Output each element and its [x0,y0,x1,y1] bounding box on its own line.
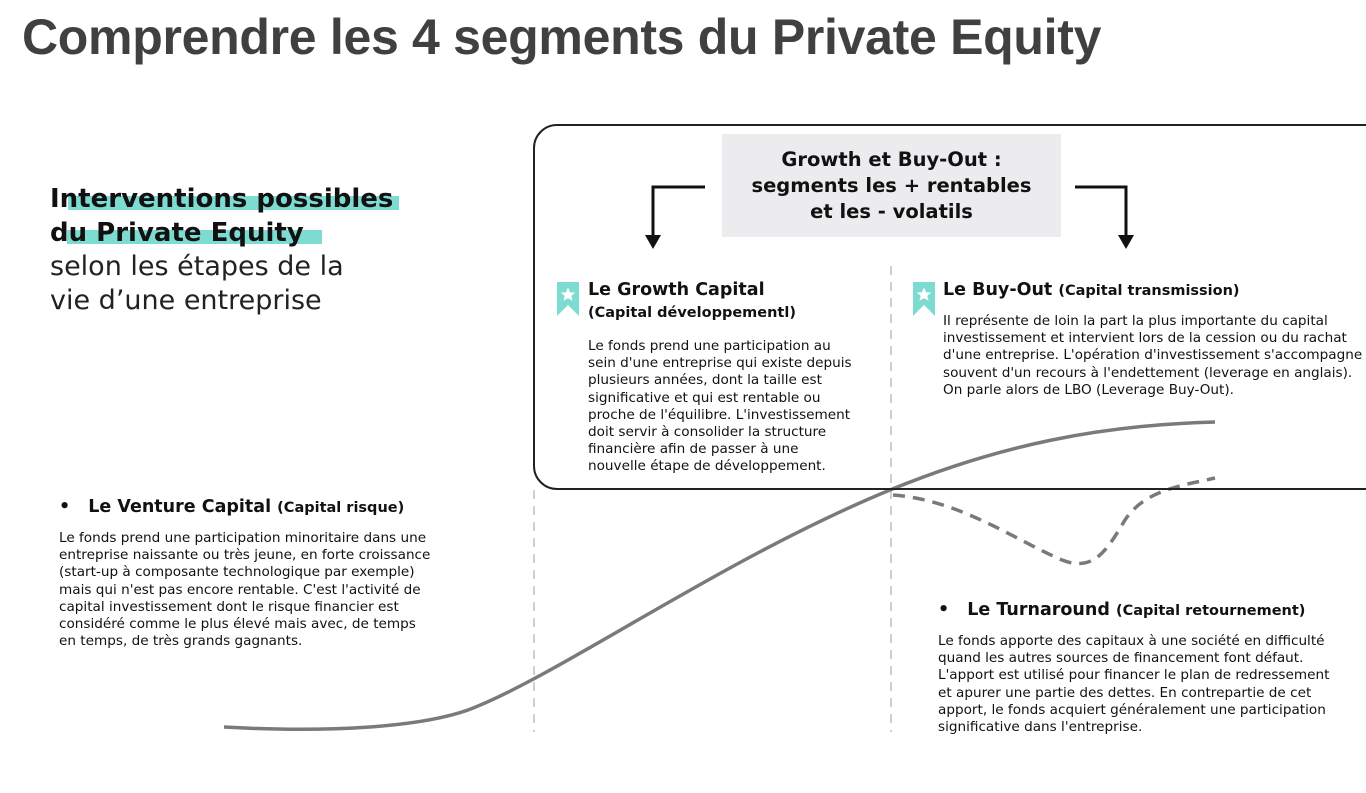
bullet: • [59,497,71,517]
text-line: sein d'une entreprise qui existe depuis [588,355,852,372]
intro-line3: selon les étapes de la [50,251,344,282]
callout-line2: segments les + rentables [751,173,1032,197]
buyout-heading [943,280,1240,300]
text-line: mais qui n'est pas encore rentable. C'est l'activité de [59,581,421,598]
text-line: proche de l'équilibre. L'investissement [588,406,851,423]
growth-title: Le Growth Capital [588,280,765,300]
callout-line1: Growth et Buy-Out : [781,147,1002,171]
venture-description [59,530,449,650]
callout-box [722,134,1061,237]
growth-description [588,338,868,476]
intro-line2: du Private Equity [50,218,304,248]
text-line: capital investissement dont le risque financier est [59,598,399,615]
buyout-subtitle: (Capital transmission) [1058,283,1240,299]
text-line: investissement et intervient lors de la cession ou du rachat [943,330,1347,347]
text-line: significative dans l'entreprise. [938,719,1143,736]
venture-subtitle: (Capital risque) [277,500,405,516]
text-line: Il représente de loin la part la plus importante du capital [943,313,1328,329]
page-title: Comprendre les 4 segments du Private Equity [22,9,1102,65]
text-line: Le fonds prend une participation au [588,338,831,354]
text-line: nouvelle étape de développement. [588,458,826,475]
text-line: (start-up à composante technologique par exemple) [59,564,415,581]
text-line: souvent d'un recours à l'endettement (leverage en anglais). [943,364,1353,381]
text-line: en temps, de très grands gagnants. [59,633,303,650]
turnaround-description [938,633,1348,736]
turnaround-title: Le Turnaround [967,600,1110,620]
buyout-title: Le Buy-Out [943,280,1053,300]
venture-heading [59,497,404,517]
text-line: quand les autres sources de financement font défaut. [938,650,1304,667]
text-line: Le fonds apporte des capitaux à une société en difficulté [938,633,1325,649]
text-line: doit servir à consolider la structure [588,424,827,441]
callout-line3: et les - volatils [810,199,973,223]
text-line: Le fonds prend une participation minoritaire dans une [59,530,427,546]
text-line: significative et qui est rentable ou [588,389,821,406]
buyout-description [943,313,1366,399]
text-line: entreprise naissante ou très jeune, en forte croissance [59,547,431,564]
text-line: financière afin de passer à une [588,441,799,458]
intro-line1: Interventions possibles [50,184,394,214]
turnaround-heading [938,600,1305,620]
bullet: • [938,600,950,620]
text-line: apport, le fonds acquiert généralement une participation [938,701,1326,718]
intro-block [50,182,393,318]
text-line: plusieurs années, dont la taille est [588,372,822,389]
turnaround-dashed-curve [893,478,1215,564]
text-line: considéré comme le plus élevé mais avec, de temps [59,616,416,633]
growth-subtitle: (Capital développementl) [588,305,796,321]
text-line: L'apport est utilisé pour financer le plan de redressement [938,667,1330,684]
intro-line4: vie d’une entreprise [50,285,322,316]
turnaround-subtitle: (Capital retournement) [1115,603,1306,619]
venture-title: Le Venture Capital [88,497,272,517]
text-line: d'une entreprise. L'opération d'investissement s'accompagne [943,347,1363,364]
text-line: et apurer une partie des dettes. En contrepartie de cet [938,684,1312,701]
text-line: On parle alors de LBO (Leverage Buy-Out). [943,381,1234,398]
